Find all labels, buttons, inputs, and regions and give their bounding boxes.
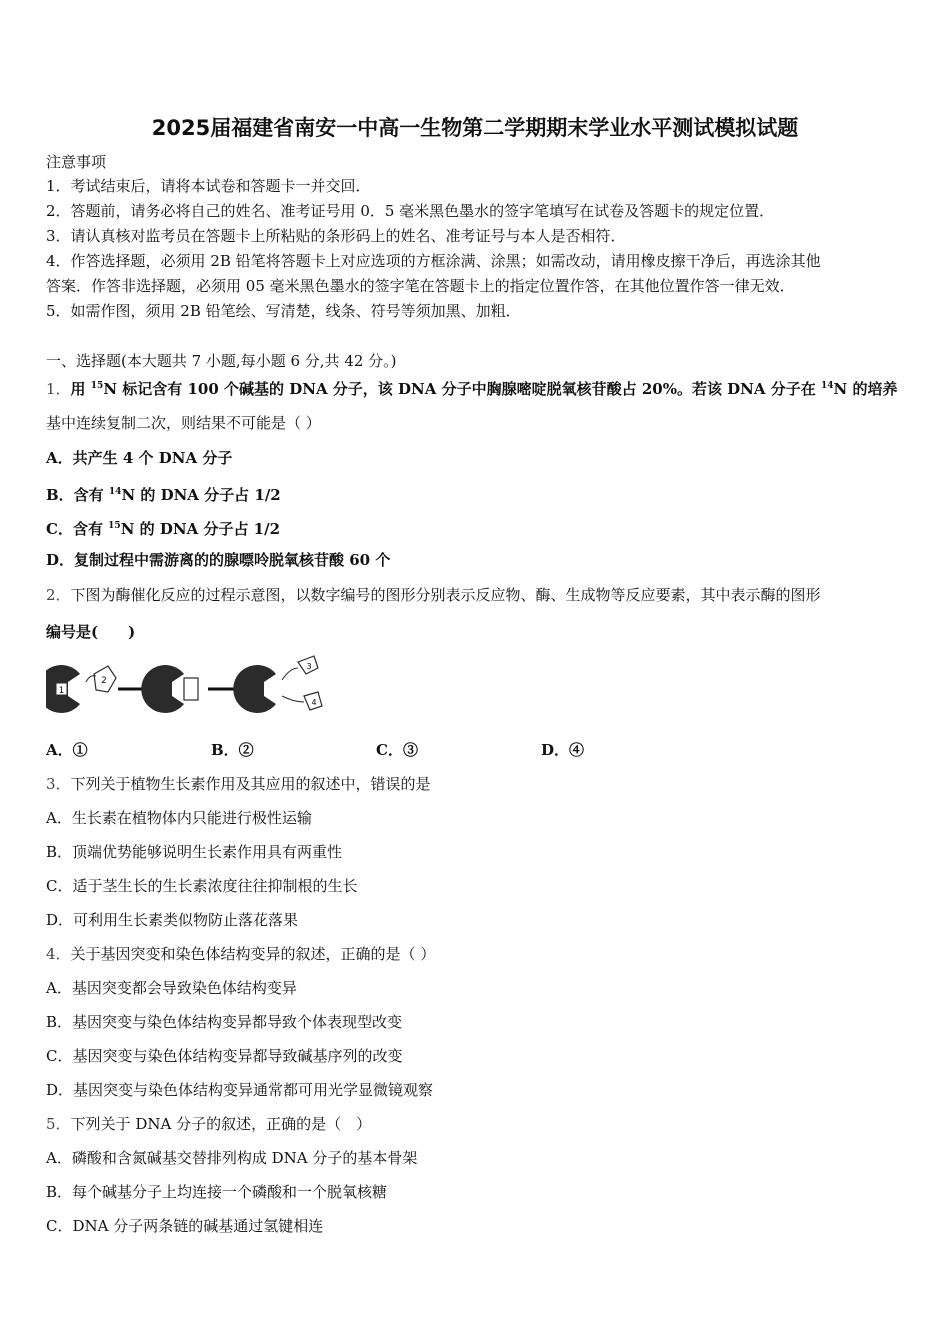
q2-option-c: C．③ xyxy=(376,741,418,759)
notice-item: 1．考试结束后，请将本试卷和答题卡一并交回． xyxy=(46,177,371,195)
question-number: 3． xyxy=(46,775,71,793)
option-text: B．含有 xyxy=(46,486,109,504)
q4-option-d: D．基因突变与染色体结构变异通常都可用光学显微镜观察 xyxy=(46,1081,434,1099)
q3-text: 下列关于植物生长素作用及其应用的叙述中，错误的是 xyxy=(70,775,431,793)
page-title: 2025届福建省南安一中高一生物第二学期期末学业水平测试模拟试题 xyxy=(151,116,799,140)
figure-label-2: 2 xyxy=(101,676,107,686)
figure-label-3: 3 xyxy=(306,662,312,671)
q1-text-part: 用 xyxy=(70,380,91,398)
question-3-stem xyxy=(46,774,431,794)
q5-option-c: C．DNA 分子两条链的碱基通过氢键相连 xyxy=(46,1217,324,1235)
q4-text: 关于基因突变和染色体结构变异的叙述，正确的是（ ） xyxy=(70,945,436,963)
question-5-stem xyxy=(46,1114,371,1134)
option-superscript: 15 xyxy=(108,521,121,531)
q1-option-b xyxy=(46,482,281,505)
q4-option-b: B．基因突变与染色体结构变异都导致个体表现型改变 xyxy=(46,1013,403,1031)
question-number: 1． xyxy=(46,380,71,398)
q2-option-d: D．④ xyxy=(541,741,585,759)
question-2-stem-line2: 编号是( ) xyxy=(46,623,136,641)
notice-item: 5．如需作图，须用 2B 铅笔绘、写清楚，线条、符号等须加黑、加粗． xyxy=(46,302,521,320)
enzyme-shape xyxy=(141,665,184,713)
notice-item: 2．答题前，请务必将自己的姓名、准考证号用 0．5 毫米黑色墨水的签字笔填写在试卷及答题卡的规定位置． xyxy=(46,202,775,220)
q1-option-d: D．复制过程中需游离的的腺嘌呤脱氧核苷酸 60 个 xyxy=(46,551,391,569)
figure-label-4: 4 xyxy=(311,698,317,707)
q2-text: 下图为酶催化反应的过程示意图，以数字编号的图形分别表示反应物、酶、生成物等反应要素，其中表示酶的图形 xyxy=(70,586,821,604)
q2-option-a: A．① xyxy=(46,741,88,759)
section-heading: 一、选择题(本大题共 7 小题,每小题 6 分,共 42 分。) xyxy=(46,352,397,370)
figure-label-1: 1 xyxy=(58,686,65,696)
q4-option-a: A．基因突变都会导致染色体结构变异 xyxy=(46,979,297,997)
q3-option-b: B．顶端优势能够说明生长素作用具有两重性 xyxy=(46,843,343,861)
release-line xyxy=(282,696,304,702)
q3-option-a: A．生长素在植物体内只能进行极性运输 xyxy=(46,809,312,827)
enzyme-shape xyxy=(233,665,276,713)
enzyme-reaction-figure xyxy=(46,652,336,722)
notice-heading: 注意事项 xyxy=(46,153,107,171)
question-4-stem xyxy=(46,944,435,964)
q1-text-part: N 标记含有 100 个碱基的 DNA 分子，该 DNA 分子中胸腺嘧啶脱氧核苷酸占 20%。若该 DNA 分子在 xyxy=(103,380,821,398)
q3-option-c: C．适于茎生长的生长素浓度往往抑制根的生长 xyxy=(46,877,358,895)
question-1-stem-line2: 基中连续复制二次，则结果不可能是（ ） xyxy=(46,414,321,432)
q4-option-c: C．基因突变与染色体结构变异都导致碱基序列的改变 xyxy=(46,1047,403,1065)
q5-option-b: B．每个碱基分子上均连接一个磷酸和一个脱氧核糖 xyxy=(46,1183,388,1201)
q1-superscript: 15 xyxy=(90,381,104,391)
notice-item: 4．作答选择题，必须用 2B 铅笔将答题卡上对应选项的方框涂满、涂黑；如需改动，请用橡皮擦干净后，再选涂其他 xyxy=(46,252,821,270)
q1-option-c xyxy=(46,516,280,539)
notice-item: 3．请认真核对监考员在答题卡上所粘贴的条形码上的姓名、准考证号与本人是否相符． xyxy=(46,227,626,245)
question-number: 5． xyxy=(46,1115,71,1133)
question-number: 2． xyxy=(46,586,71,604)
q1-superscript: 14 xyxy=(820,381,834,391)
release-line xyxy=(282,668,298,680)
option-text: N 的 DNA 分子占 1/2 xyxy=(120,520,281,538)
question-2-stem xyxy=(46,585,821,605)
q5-option-a: A．磷酸和含氮碱基交替排列构成 DNA 分子的基本骨架 xyxy=(46,1149,418,1167)
q1-option-a: A．共产生 4 个 DNA 分子 xyxy=(46,449,233,467)
q5-text: 下列关于 DNA 分子的叙述，正确的是（ ） xyxy=(70,1115,372,1133)
question-number: 4． xyxy=(46,945,71,963)
q2-option-b: B．② xyxy=(211,741,254,759)
question-1-stem xyxy=(46,376,897,399)
q3-option-d: D．可利用生长素类似物防止落花落果 xyxy=(46,911,299,929)
option-text: C．含有 xyxy=(46,520,109,538)
option-text: N 的 DNA 分子占 1/2 xyxy=(121,486,281,504)
q1-text-part: N 的培养 xyxy=(833,380,898,398)
notice-item: 答案．作答非选择题，必须用 05 毫米黑色墨水的签字笔在答题卡上的指定位置作答，在其他位置作答一律无效． xyxy=(46,277,795,295)
option-superscript: 14 xyxy=(108,487,122,497)
bound-substrate xyxy=(184,678,198,700)
